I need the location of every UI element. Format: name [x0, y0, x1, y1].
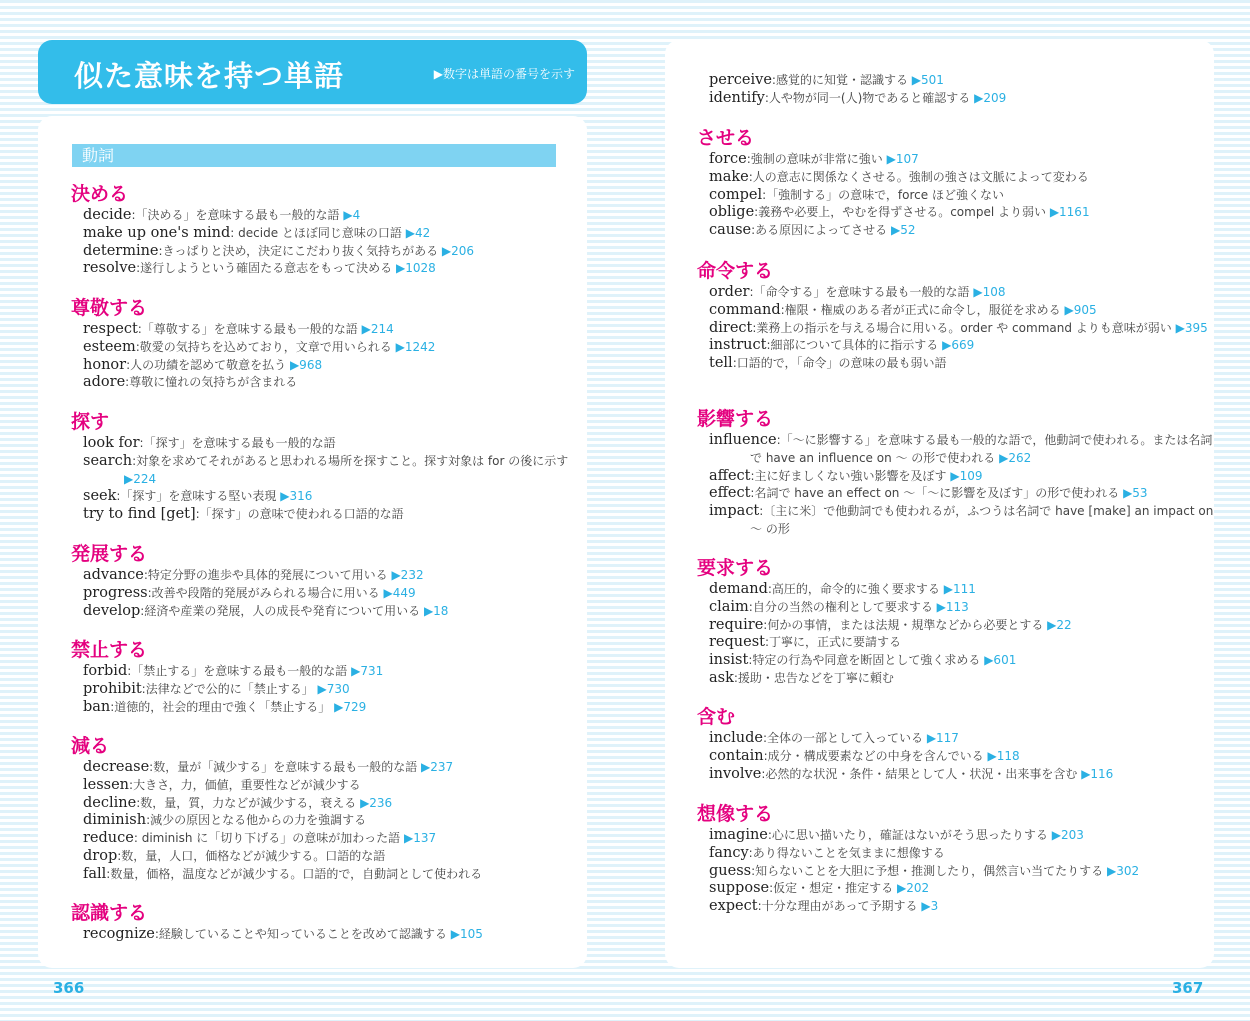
word-entry — [709, 432, 1224, 468]
page-title: 似た意味を持つ単語 — [74, 59, 345, 93]
word-entry — [83, 488, 620, 506]
word-entry — [83, 339, 620, 357]
definition: :あり得ないことを気ままに想像する — [748, 845, 945, 860]
word-number-ref: ▶52 — [891, 223, 916, 238]
group-heading: 影響する — [697, 408, 774, 430]
word-entry — [83, 848, 620, 866]
word: affect — [709, 467, 751, 484]
word: esteem — [83, 338, 136, 355]
word: decline — [83, 794, 137, 811]
definition: :ある原因によってさせる — [751, 223, 888, 238]
word-group — [71, 901, 620, 944]
word-number-ref: ▶22 — [1047, 617, 1072, 632]
word-number-ref: ▶729 — [334, 699, 367, 714]
group-heading: 認識する — [71, 902, 148, 924]
word: ask — [709, 669, 734, 686]
word-group — [697, 259, 1246, 373]
word-number-ref: ▶206 — [441, 243, 475, 258]
word-entry — [709, 485, 1246, 503]
word-entry — [709, 284, 1246, 302]
word-group — [697, 407, 1246, 539]
definition: :名詞で have an effect on 〜「〜に影響を及ぼす」の形で使われる — [750, 486, 1120, 501]
word-entry — [83, 357, 620, 375]
definition: :法律などで公的に「禁止する」 — [141, 681, 314, 696]
definition: :何かの事情，または法規・規準などから必要とする — [763, 617, 1044, 632]
definition: :自分の当然の権利として要求する — [748, 599, 933, 614]
word-entry — [709, 766, 1246, 784]
group-heading: 想像する — [697, 803, 774, 825]
word: search — [83, 452, 133, 469]
definition: :仮定・想定・推定する — [769, 881, 894, 896]
definition: :「尊敬する」を意味する最も一般的な語 — [137, 322, 358, 336]
header-note: ▶数字は単語の番号を示す — [433, 67, 575, 81]
word-number-ref: ▶202 — [896, 881, 930, 896]
word-number-ref: ▶669 — [942, 338, 975, 353]
group-heading: させる — [697, 127, 755, 149]
word-entry — [83, 681, 620, 699]
word-entry — [709, 652, 1246, 670]
word: request — [709, 634, 765, 651]
word-number-ref: ▶117 — [926, 731, 959, 745]
word: decrease — [83, 759, 150, 775]
word: respect — [83, 321, 138, 337]
word: effect — [709, 485, 751, 502]
word-entry — [709, 90, 1246, 108]
word-entry — [83, 506, 620, 524]
definition: : diminish に「切り下げる」の意味が加わった語 — [133, 831, 401, 846]
word: drop — [83, 847, 118, 864]
word-number-ref: ▶113 — [936, 599, 969, 614]
word-entry — [709, 634, 1246, 652]
definition: : decide とほぼ同じ意味の口語 — [230, 225, 402, 240]
word-entry — [709, 468, 1246, 486]
word-number-ref: ▶968 — [289, 357, 323, 372]
word-number-ref: ▶214 — [361, 322, 394, 336]
word-number-ref: ▶601 — [984, 653, 1017, 668]
definition: :業務上の指示を与える場合に用いる。order や command よりも意味が弱い — [752, 320, 1172, 335]
word: forbid — [83, 663, 128, 679]
word-entry — [709, 898, 1246, 916]
definition: :「〜に影響する」を意味する最も一般的な語で，他動詞で使われる。または名詞で have an influence on 〜 の形で使われる — [750, 433, 1213, 465]
word-group — [71, 638, 620, 716]
word: guess — [709, 862, 752, 879]
word-number-ref: ▶731 — [351, 664, 384, 678]
definition: :敬愛の気持ちを込めており，文章で用いられる — [135, 339, 392, 354]
word-entry — [709, 151, 1246, 169]
word-number-ref: ▶1242 — [395, 339, 436, 354]
word-group — [71, 542, 620, 620]
word-number-ref: ▶224 — [124, 471, 157, 486]
word-number-ref: ▶111 — [943, 582, 976, 596]
word: include — [709, 730, 763, 746]
word-number-ref: ▶449 — [383, 585, 416, 600]
definition: :感覚的に知覚・認識する — [771, 73, 908, 87]
group-heading: 探す — [71, 411, 110, 433]
word-entry — [83, 374, 620, 392]
word-group — [697, 705, 1246, 783]
word-number-ref: ▶203 — [1051, 828, 1084, 842]
word-entry — [709, 863, 1246, 881]
word-number-ref: ▶137 — [404, 831, 437, 846]
definition: :特定の行為や同意を断固として強く求める — [748, 653, 981, 668]
definition: :経験していることや知っていることを改めて認識する — [154, 927, 447, 941]
word-entry — [709, 169, 1246, 187]
word-number-ref: ▶116 — [1081, 766, 1114, 781]
word-entry — [83, 567, 620, 585]
word: require — [709, 616, 764, 633]
word: decide — [83, 207, 132, 223]
word-number-ref: ▶109 — [950, 468, 983, 483]
definition: :援助・忠告などを丁寧に頼む — [733, 670, 894, 685]
definition: :「探す」を意味する堅い表現 — [116, 489, 277, 504]
definition: :道徳的，社会的理由で強く「禁止する」 — [110, 699, 331, 714]
definition: :大きさ，力，価値，重要性などが減少する — [129, 777, 361, 792]
word: lessen — [83, 776, 130, 793]
word-number-ref: ▶4 — [343, 208, 361, 222]
word-entry — [709, 222, 1246, 240]
word-number-ref: ▶1028 — [395, 261, 436, 276]
word-entry — [83, 795, 620, 813]
word: contain — [709, 747, 764, 764]
word-group — [71, 296, 620, 392]
group-heading: 含む — [697, 706, 736, 728]
definition: :細部について具体的に指示する — [766, 338, 939, 353]
word: claim — [709, 598, 749, 615]
definition: :主に好ましくない強い影響を及ぼす — [750, 468, 947, 483]
word-entry — [709, 320, 1224, 338]
word-entry — [83, 699, 620, 717]
word-number-ref: ▶209 — [974, 90, 1007, 105]
definition: :「探す」を意味する最も一般的な語 — [139, 436, 336, 450]
definition: :「決める」を意味する最も一般的な語 — [131, 208, 340, 222]
definition: :「禁止する」を意味する最も一般的な語 — [127, 664, 348, 678]
word: impact — [709, 503, 760, 520]
word-entry — [83, 207, 620, 225]
definition: :知らないことを大胆に予想・推測したり，偶然言い当てたりする — [751, 863, 1104, 878]
word-entry — [709, 503, 1224, 539]
definition: :必然的な状況・条件・結果として人・状況・出来事を含む — [761, 766, 1078, 781]
definition: :遂行しようという確固たる意志をもって決める — [136, 261, 393, 276]
word-number-ref: ▶118 — [987, 748, 1020, 763]
word-entry — [709, 748, 1246, 766]
page-number-left: 366 — [53, 979, 85, 997]
word: reduce — [83, 830, 134, 847]
word-entry — [83, 926, 620, 944]
word-entry — [709, 337, 1246, 355]
word-number-ref: ▶42 — [405, 225, 431, 240]
word: advance — [83, 567, 144, 583]
word: adore — [83, 374, 126, 391]
word: oblige — [709, 204, 755, 221]
word-number-ref: ▶730 — [317, 681, 350, 696]
definition: :権限・権威のある者が正式に命令し，服従を求める — [780, 302, 1061, 317]
word-group — [697, 126, 1246, 240]
word: involve — [709, 765, 762, 782]
definition: :十分な理由があって予期する — [757, 899, 918, 914]
word-number-ref: ▶262 — [999, 450, 1032, 465]
word-number-ref: ▶18 — [423, 603, 449, 618]
word: try to find [get] — [83, 506, 196, 523]
word-entry — [83, 260, 620, 278]
word-number-ref: ▶395 — [1175, 320, 1208, 335]
word-entry — [83, 435, 620, 453]
page-header — [38, 40, 587, 104]
definition: :減少の原因となる他からの力を強調する — [146, 813, 367, 828]
definition: :口語的で，「命令」の意味の最も弱い語 — [732, 356, 947, 371]
word-entry — [83, 663, 620, 681]
word-group — [71, 410, 620, 524]
word-entry — [83, 812, 620, 830]
word-number-ref: ▶302 — [1106, 863, 1140, 878]
definition: :尊敬に憧れの気持ちが含まれる — [125, 375, 298, 390]
word-entry — [709, 581, 1246, 599]
word: prohibit — [83, 680, 142, 697]
word-entry — [83, 243, 620, 261]
word: recognize — [83, 926, 155, 942]
word-entry — [709, 730, 1246, 748]
word-entry — [709, 827, 1246, 845]
definition: :「探す」の意味で使われる口語的な語 — [195, 507, 404, 522]
word-number-ref: ▶3 — [921, 899, 939, 914]
definition: :経済や産業の発展，人の成長や発育について用いる — [140, 603, 421, 618]
word: ban — [83, 698, 111, 715]
word-number-ref: ▶107 — [886, 152, 919, 166]
word: fall — [83, 865, 107, 882]
word: suppose — [709, 880, 770, 897]
word-group — [697, 72, 1246, 108]
word: resolve — [83, 260, 137, 277]
word-entry — [83, 830, 620, 848]
left-panel — [38, 116, 587, 968]
word: imagine — [709, 827, 768, 843]
definition: :改善や段階的発展がみられる場合に用いる — [147, 585, 380, 600]
definition: :数量，価格，温度などが減少する。口語的で，自動詞として使われる — [106, 866, 483, 881]
word: order — [709, 284, 750, 300]
word-entry — [83, 453, 598, 489]
definition: :人の意志に関係なくさせる。強制の強さは文脈によって変わる — [748, 169, 1089, 184]
word-group — [697, 802, 1246, 916]
word: progress — [83, 584, 148, 601]
word-number-ref: ▶501 — [911, 73, 944, 87]
word: cause — [709, 222, 752, 239]
definition: :数，量が「減少する」を意味する最も一般的な語 — [149, 760, 418, 774]
word-group — [71, 182, 620, 278]
definition: :数，量，質，力などが減少する，衰える — [136, 795, 357, 810]
group-heading: 発展する — [71, 543, 148, 565]
definition: :きっぱりと決め，決定にこだわり抜く気持ちがある — [158, 243, 439, 258]
word: force — [709, 151, 747, 167]
word-entry — [83, 759, 620, 777]
definition: :数，量，人口，価格などが減少する。口語的な語 — [117, 848, 386, 863]
word-entry — [83, 585, 620, 603]
word: perceive — [709, 72, 772, 88]
word: look for — [83, 435, 140, 451]
definition: :人の功績を認めて敬意を払う — [126, 357, 287, 372]
word: seek — [83, 488, 117, 505]
word-entry — [709, 599, 1246, 617]
word: tell — [709, 355, 733, 372]
word: compel — [709, 186, 763, 203]
word: diminish — [83, 812, 147, 829]
word-entry — [83, 321, 620, 339]
word: develop — [83, 602, 141, 619]
word: insist — [709, 652, 749, 669]
word-entry — [83, 603, 620, 621]
definition: :「強制する」の意味で，force ほど強くない — [762, 187, 1004, 202]
definition: :「命令する」を意味する最も一般的な語 — [749, 285, 970, 299]
definition: :丁寧に，正式に要請する — [764, 635, 902, 650]
page-number-right: 367 — [1172, 979, 1204, 997]
group-heading: 禁止する — [71, 639, 148, 661]
group-heading: 要求する — [697, 557, 774, 579]
word: instruct — [709, 337, 767, 354]
group-heading: 尊敬する — [71, 297, 148, 319]
word-number-ref: ▶108 — [973, 285, 1006, 299]
word-number-ref: ▶53 — [1123, 486, 1148, 501]
word-entry — [709, 670, 1246, 688]
group-heading: 命令する — [697, 260, 774, 282]
word-entry — [83, 866, 620, 884]
word: direct — [709, 319, 753, 336]
definition: :特定分野の進歩や具体的発展について用いる — [143, 568, 388, 582]
word-number-ref: ▶905 — [1064, 302, 1097, 317]
definition: :義務や必要上，やむを得ずさせる。compel より弱い — [754, 205, 1046, 220]
word-entry — [709, 617, 1246, 635]
word: fancy — [709, 844, 749, 861]
word-number-ref: ▶236 — [360, 795, 393, 810]
word-number-ref: ▶1161 — [1049, 205, 1090, 220]
definition: :高圧的，命令的に強く要求する — [767, 582, 940, 596]
section-band: 動詞 — [72, 144, 556, 167]
word-number-ref: ▶237 — [421, 760, 454, 774]
definition: :全体の一部として入っている — [762, 731, 923, 745]
word-group — [697, 556, 1246, 688]
right-panel — [665, 40, 1214, 968]
word-entry — [709, 204, 1246, 222]
word: make up one's mind — [83, 224, 231, 241]
word-group — [71, 734, 620, 884]
word-number-ref: ▶316 — [280, 489, 313, 504]
word: demand — [709, 581, 768, 597]
word-number-ref: ▶232 — [391, 568, 424, 582]
word: determine — [83, 242, 159, 259]
definition: :〔主に米〕で他動詞でも使われるが，ふつうは名詞で have [make] an impact on 〜 の形 — [750, 504, 1214, 536]
group-heading: 決める — [71, 183, 129, 205]
word: command — [709, 301, 781, 318]
word-entry — [709, 302, 1246, 320]
definition: :心に思い描いたり，確証はないがそう思ったりする — [767, 828, 1048, 842]
word-entry — [709, 355, 1246, 373]
definition: :成分・構成要素などの中身を含んでいる — [763, 748, 984, 763]
word-entry — [709, 187, 1246, 205]
word-entry — [709, 72, 1246, 90]
word: identify — [709, 89, 765, 106]
group-heading: 減る — [71, 735, 110, 757]
word: honor — [83, 356, 127, 373]
word-entry — [709, 880, 1246, 898]
word: influence — [709, 432, 777, 448]
definition: :対象を求めてそれがあると思われる場所を探すこと。探す対象は for の後に示す — [132, 453, 569, 468]
word-number-ref: ▶105 — [450, 927, 483, 941]
definition: :人や物が同一(人)物であると確認する — [764, 90, 971, 105]
word: make — [709, 168, 749, 185]
word-entry — [709, 845, 1246, 863]
word-entry — [83, 777, 620, 795]
word: expect — [709, 898, 758, 915]
definition: :強制の意味が非常に強い — [746, 152, 883, 166]
word-entry — [83, 225, 620, 243]
